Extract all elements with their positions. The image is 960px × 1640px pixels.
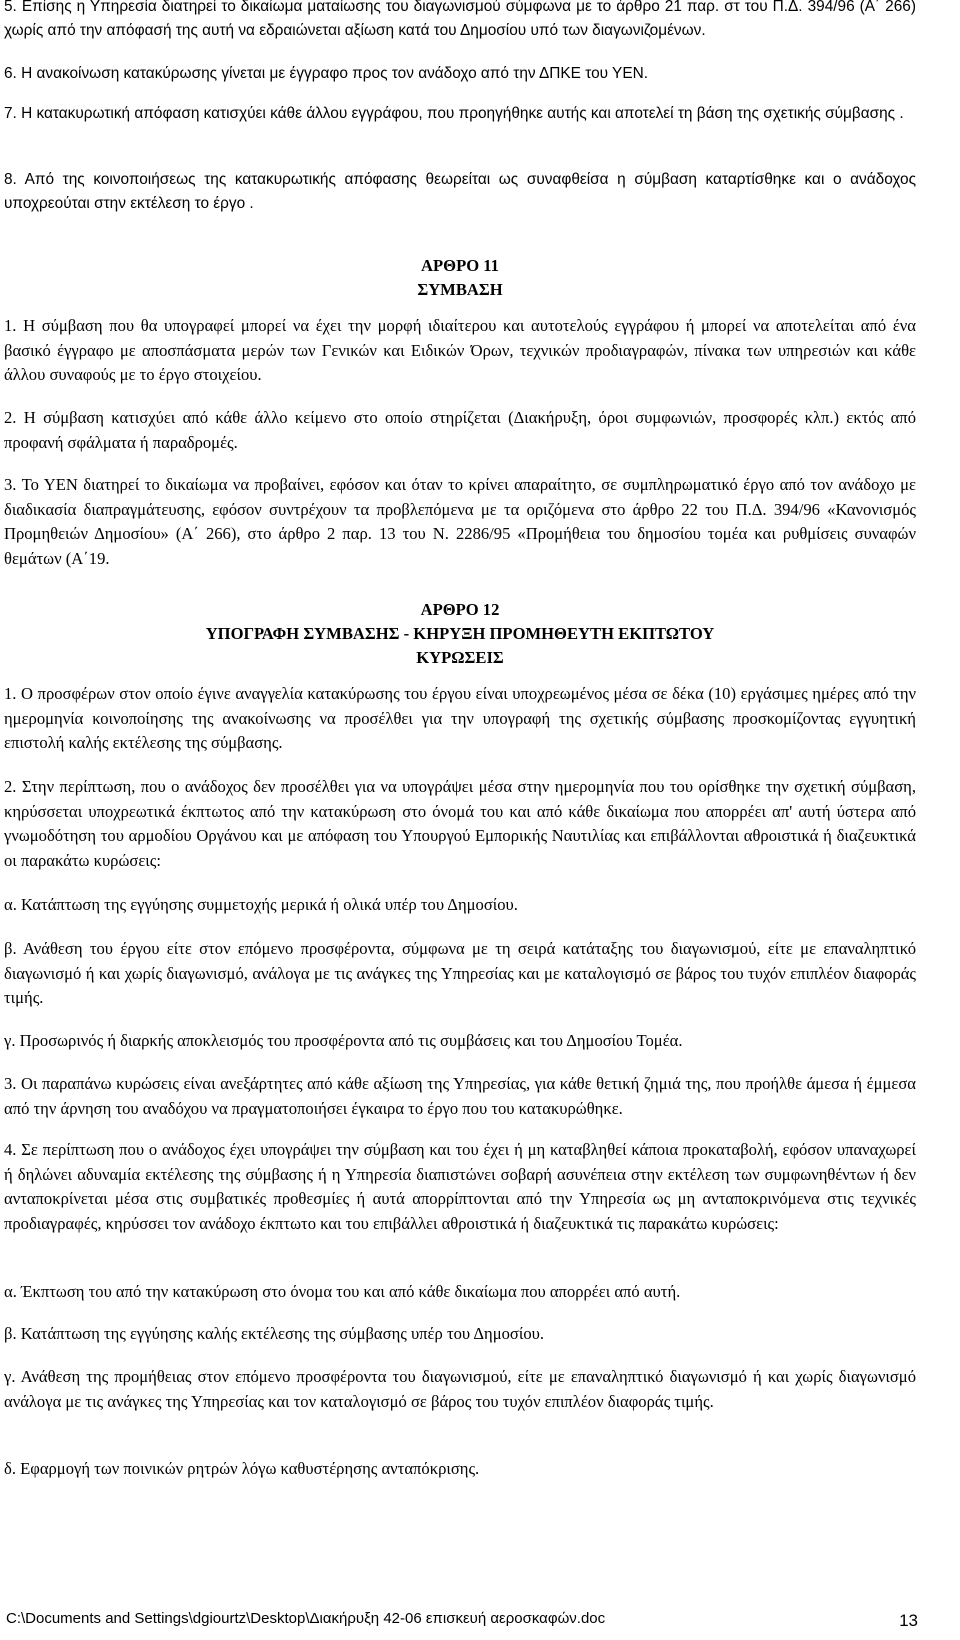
article-12-subject: ΥΠΟΓΡΑΦΗ ΣΥΜΒΑΣΗΣ - ΚΗΡΥΞΗ ΠΡΟΜΗΘΕΥΤΗ ΕΚΠΤΩΤΟΥ [205,624,715,643]
article-12-paragraph-2-c: γ. Προσωρινός ή διαρκής αποκλεισμός του προσφέροντα από τις συμβάσεις και του Δημοσίου Τομέα. [4,1031,683,1050]
article-11-paragraph-2: 2. Η σύμβαση κατισχύει από κάθε άλλο κείμενο στο οποίο στηρίζεται (Διακήρυξη, όροι συμφωνιών, προσφορές κλπ.) εκτός από προφανή σφάλματα ή παραδρομές. [4,408,916,452]
paragraph-6: 6. Η ανακοίνωση κατακύρωσης γίνεται με έγγραφο προς τον ανάδοχο από την ΔΠΚΕ του ΥΕΝ. [4,65,648,82]
article-12-paragraph-4-c: γ. Ανάθεση της προμήθειας στον επόμενο προσφέροντα του διαγωνισμού, είτε με επαναληπτικό διαγωνισμό ή και χωρίς διαγωνισμό ανάλογα με τις ανάγκες της Υπηρεσίας και τον καταλογισμό σε βάρος του τυχόν επιπλέον διαφοράς τιμής. [4,1367,916,1411]
article-12-subject-cont: ΚΥΡΩΣΕΙΣ [416,648,504,667]
page-number: 13 [899,1611,918,1630]
article-12-paragraph-3: 3. Οι παραπάνω κυρώσεις είναι ανεξάρτητες από κάθε αξίωση της Υπηρεσίας, για κάθε θετική ζημιά της, που προήλθε άμεσα ή έμμεσα από την άρνηση του αναδόχου να πραγματοποιήσει έγκαιρα το έργο που του κατακυρώθηκε. [4,1074,916,1118]
footer-file-path: C:\Documents and Settings\dgiourtz\Desktop\Διακήρυξη 42-06 επισκευή αεροσκαφών.doc [6,1610,606,1627]
article-12-paragraph-1: 1. Ο προσφέρων στον οποίο έγινε αναγγελία κατακύρωσης του έργου είναι υποχρεωμένος μέσα σε δέκα (10) εργάσιμες ημέρες από την ημερομηνία κοινοποίησης της ανακοίνωσης να προσέλθει για την υπογραφή της σχετικής σύμβασης προσκομίζοντας εγγυητική επιστολή καλής εκτέλεσης της σύμβασης. [4,684,916,752]
paragraph-8: 8. Από της κοινοποιήσεως της κατακυρωτικής απόφασης θεωρείται ως συναφθείσα η σύμβαση καταρτίσθηκε και ο ανάδοχος υποχρεούται στην εκτέλεση το έργο . [4,171,916,212]
article-12-paragraph-4-a: α. Έκπτωση του από την κατακύρωση στο όνομα του και από κάθε δικαίωμα που απορρέει από αυτή. [4,1282,681,1301]
article-12-number: ΑΡΘΡΟ 12 [420,600,500,619]
article-12-paragraph-2: 2. Στην περίπτωση, που ο ανάδοχος δεν προσέλθει για να υπογράψει μέσα στην ημερομηνία που του ορίσθηκε την σχετική σύμβαση, κηρύσσεται υποχρεωτικά έκπτωτος από την κατακύρωση στο όνομά του και από κάθε δικαίωμα που απορρέει απ' αυτή ύστερα από γνωμοδότηση του αρμοδίου Οργάνου και με απόφαση του Υπουργού Εμπορικής Ναυτιλίας και επιβάλλονται αθροιστικά ή διαζευκτικά οι παρακάτω κυρώσεις: [4,777,916,870]
article-12-title [4,598,916,670]
article-11-number: ΑΡΘΡΟ 11 [421,256,499,275]
article-12-paragraph-4: 4. Σε περίπτωση που ο ανάδοχος έχει υπογράψει την σύμβαση και του έχει ή μη καταβληθεί κάποια προκαταβολή, εφόσον υπαναχωρεί ή δηλώνει αδυναμία εκτέλεσης της σύμβασης ή η Υπηρεσία διαπιστώνει σοβαρή ασυνέπεια στην εκτέλεση των συμφωνηθέντων ή δεν ανταποκρίνεται μέσα στις συμβατικές προθεσμίες ή αυτά απορρίπτονται από την Υπηρεσία ως μη ανταποκρινόμενα στις τεχνικές προδιαγραφές, κηρύσσει τον ανάδοχο έκπτωτο και του επιβάλλει αθροιστικά ή διαζευκτικά τις παρακάτω κυρώσεις: [4,1140,916,1233]
article-11-subject: ΣΥΜΒΑΣΗ [417,280,503,299]
article-12-paragraph-4-d: δ. Εφαρμογή των ποινικών ρητρών λόγω καθυστέρησης ανταπόκρισης. [4,1459,480,1478]
article-12-paragraph-2-b: β. Ανάθεση του έργου είτε στον επόμενο προσφέροντα, σύμφωνα με τη σειρά κατάταξης του διαγωνισμού, είτε με επαναληπτικό διαγωνισμό ή και χωρίς διαγωνισμό, ανάλογα με τις ανάγκες της Υπηρεσίας και με καταλογισμό σε βάρος του τυχόν επιπλέον διαφοράς τιμής. [4,939,916,1007]
article-11-paragraph-1: 1. Η σύμβαση που θα υπογραφεί μπορεί να έχει την μορφή ιδιαίτερου και αυτοτελούς εγγράφου ή μπορεί να αποτελείται από ένα βασικό έγγραφο με αποσπάσματα μερών των Γενικών και Ειδικών Όρων, τεχνικών προδιαγραφών, πίνακα των υπηρεσιών και κάθε άλλου συναφούς με το έργο στοιχείου. [4,316,916,384]
article-12-paragraph-2-a: α. Κατάπτωση της εγγύησης συμμετοχής μερικά ή ολικά υπέρ του Δημοσίου. [4,895,518,914]
article-11-title [4,254,916,302]
paragraph-5: 5. Επίσης η Υπηρεσία διατηρεί το δικαίωμα ματαίωσης του διαγωνισμού σύμφωνα με το άρθρο 21 παρ. στ του Π.Δ. 394/96 (Α΄ 266) χωρίς από την απόφασή της αυτή να εδραιώνεται αξίωση κατά του Δημοσίου υπό των διαγωνιζομένων. [4,0,916,39]
paragraph-7: 7. Η κατακυρωτική απόφαση κατισχύει κάθε άλλου εγγράφου, που προηγήθηκε αυτής και αποτελεί τη βάση της σχετικής σύμβασης . [4,105,904,122]
article-12-paragraph-4-b: β. Κατάπτωση της εγγύησης καλής εκτέλεσης της σύμβασης υπέρ του Δημοσίου. [4,1324,544,1343]
article-11-paragraph-3: 3. Το ΥΕΝ διατηρεί το δικαίωμα να προβαίνει, εφόσον και όταν το κρίνει απαραίτητο, σε συμπληρωματικό έργο από τον ανάδοχο με διαδικασία διαπραγμάτευσης, εφόσον συντρέχουν τα προβλεπόμενα με τα οριζόμενα στο άρθρο 22 του Π.Δ. 394/96 «Κανονισμός Προμηθειών Δημοσίου» (Α΄ 266), στο άρθρο 2 παρ. 13 του Ν. 2286/95 «Προμήθεια του δημοσίου τομέα και ρυθμίσεις συναφών θεμάτων (Α΄19. [4,475,916,568]
